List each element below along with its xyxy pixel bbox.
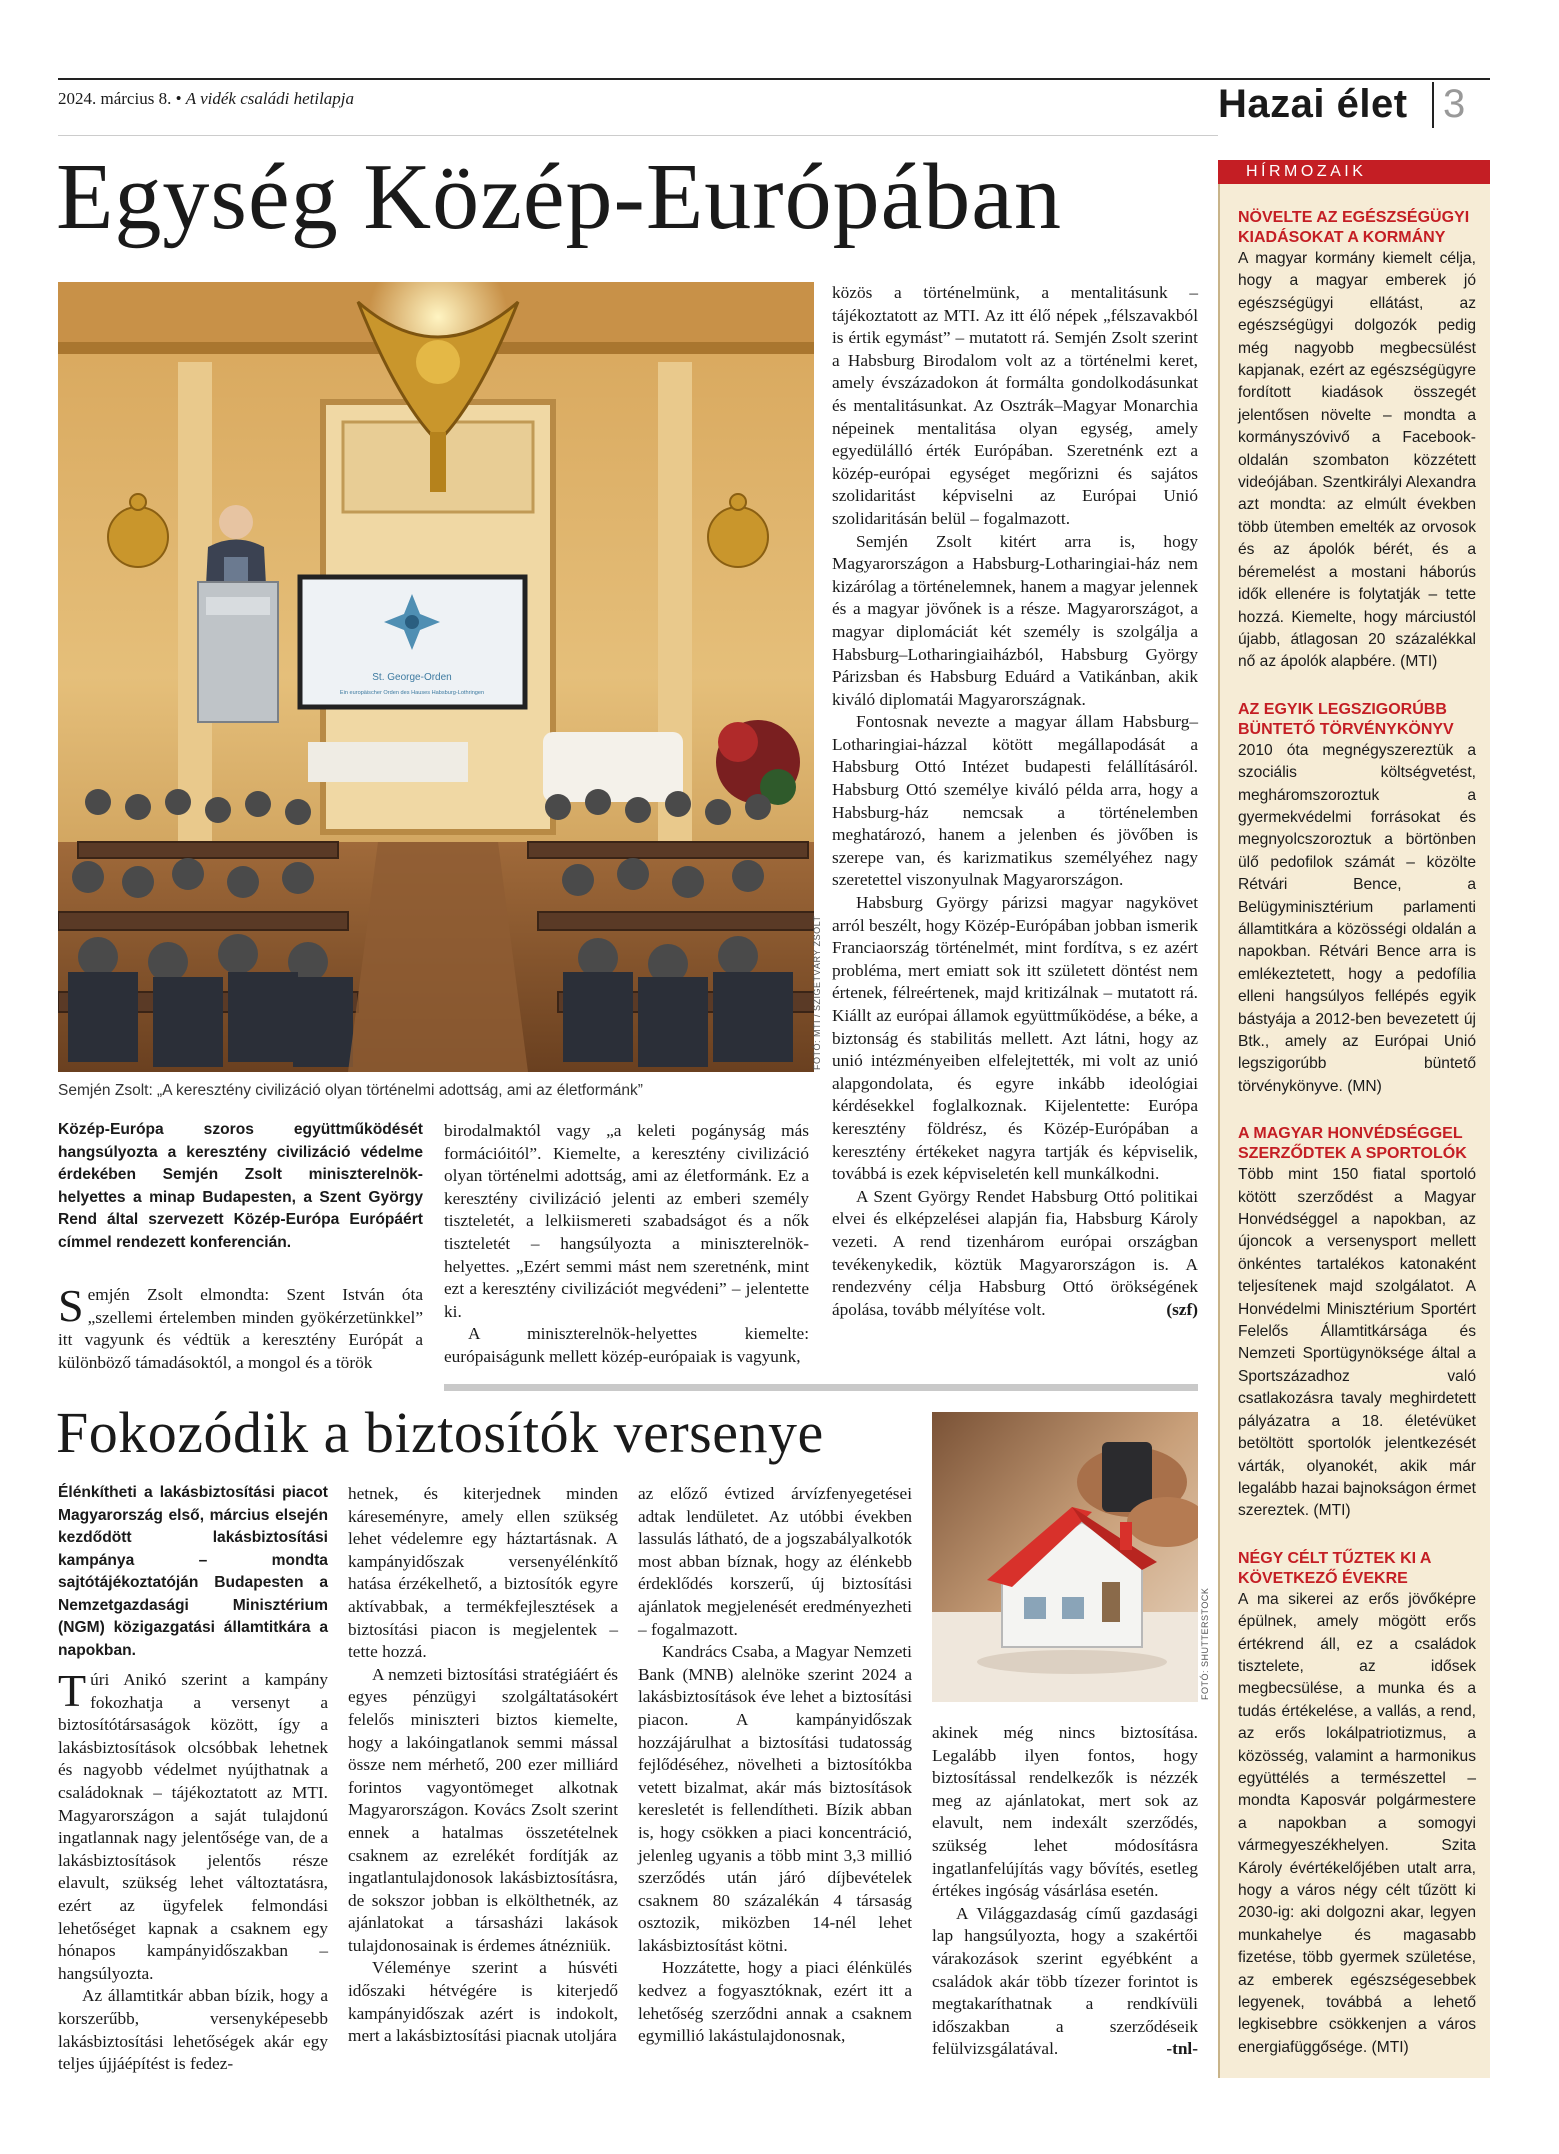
article2-col1-p1 xyxy=(58,1665,328,1985)
section-title: Hazai élet xyxy=(1218,82,1408,126)
sidebar-item xyxy=(1238,700,1476,1099)
article1-col2-p1: birodalmaktól vagy „a keleti pogányság más formációitól”. Kiemelte, a keresztény civilizáció olyan történelmi adottság, ami az életformánk. Ez a keresztény civilizáció jelenti az emberi személy tiszteletét, a lelkiismereti szabadságot és a nők tiszteletét – hangsúlyozta a miniszterelnök-helyettes. „Ezért semmi mást nem szeretnénk, mint ezt a keresztény civilizációt megvédeni” – jelentette ki. xyxy=(444,1121,809,1321)
article2-col1-p2: Az államtitkár abban bízik, hogy a korszerűbb, versenyképesebb lakásbiztosítási lehetőségek akár egy teljes újjáépítést is fedez- xyxy=(58,1986,328,2074)
article2-lead: Élénkítheti a lakásbiztosítási piacot Magyarország első, március elsején kezdődött lakásbiztosítási kampánya – mondta sajtótájékoztatóján Budapesten a Nemzetgazdasági Minisztérium (NGM) közigazgatási államtitkára a napokban. xyxy=(58,1484,328,1659)
article2-col2-p1: hetnek, és kiterjednek minden káreseményre, amely ellen szükség lehet védelemre egy háztartásnak. A kampányidőszak versenyélénkítő hatása érzékelhető, a biztosítók egyre aktívabbak, a termékfejlesztések a biztosítási piacon is megjelentek – tette hozzá. xyxy=(348,1484,618,1662)
sidebar-item-text: A magyar kormány kiemelt célja, hogy a magyar emberek jó egészségügyi ellátást, az egészségügyi dolgozók pedig még nagyobb megbecsülést kapjanak, ezért az egészségügyre fordított kiadások összegét jelentősen növelte – mondta a kormányszóvivő a Facebook-oldalán szombaton közzétett videójában. Szentkirályi Alexandra azt mondta: az elmúlt években több ütemben emelték az orvosok és az ápolók bérét, és a béremelést a mostani háborús idők ellenére is folytatják – tette hozzá. Kiemelte, hogy márciustól újabb, átlagosan 20 százalékkal nő az ápolók alapbére. (MTI) xyxy=(1238,250,1476,671)
article-divider xyxy=(444,1384,1198,1391)
article1-col3-p2: Semjén Zsolt kitért arra is, hogy Magyarországon a Habsburg-Lotharingiai-ház nem kizárólag a történelemnek, hanem a magyar jelennek és a magyar jövőnek is a része. Magyarországot, a magyar diplomáciát két személy is szolgálja a Habsburg–Lotharingiaiházból, Habsburg György Párizsban és Habsburg Eduárd a Vatikánban, akik kiváló diplomatái Magyarországnak. xyxy=(832,531,1198,709)
sidebar-item-text: A ma sikerei az erős jövőképre épülnek, amely mögött erős értékrend áll, ez a családok tisztelete, az idősek megbecsülése, a munka és a tudás értékelése, a vallás, a rend, az erős lokálpatriotizmus, a közösség, valamint a harmonikus együttélés a természettel – mondta Kaposvár polgármestere a napokban a somogyi vármegyeszékhelyen. Szita Károly évértékelőjében utalt arra, hogy a város négy célt tűzött ki 2030-ig: aki dolgozni akar, legyen munkahelye és magasabb fizetése, több gyermek születése, az emberek egészségesebbek legyenek, továbbá a lehető legkisebbre csökkenjen a város energiafüggősége. (MTI) xyxy=(1238,1590,1476,2056)
article2-col4-p2 xyxy=(932,1903,1198,2061)
article1-col2-p2: A miniszterelnök-helyettes kiemelte: európaiságunk mellett közép-európaiak is vagyunk, xyxy=(444,1324,809,1366)
header-dateline xyxy=(58,88,354,110)
dropcap-s: S xyxy=(58,1280,84,1331)
photo-caption: Semjén Zsolt: „A keresztény civilizáció olyan történelmi adottság, ami az életformánk” xyxy=(58,1082,643,1099)
section-divider xyxy=(1432,82,1434,128)
house-photo-svg xyxy=(932,1412,1198,1702)
issue-date: 2024. március 8. xyxy=(58,89,172,108)
sidebar-label-bar xyxy=(1218,160,1490,184)
sidebar-panel xyxy=(1218,160,1490,2078)
article2-col2-p3: Véleménye szerint a húsvéti időszaki hétvégére is kiterjedő kampányidőszak azért is indokolt, mert a lakásbiztosítási piacnak utoljára xyxy=(348,1958,618,2046)
conference-photo xyxy=(58,282,814,1072)
screen-subtitle: Ein europäischer Orden des Hauses Habsburg-Lothringen xyxy=(339,690,485,696)
article2-column2 xyxy=(348,1483,618,2048)
article2-col1-text: úri Anikó szerint a kampány fokozhatja a versenyt a biztosítótársaságok között, így a lakásbiztosítások olcsóbbak lehetnek és nagyobb védelmet nyújthatnak a családoknak – tájékoztatott az MTI. Magyarországon a saját tulajdonú ingatlannak nagy jelentősége van, de a lakásbiztosítások jelentős része elavult, szükség lehet változtatásra, ezért az ügyfelek felmondási lehetőséget kapnak a csaknem egy hónapos kampányidőszakban – hangsúlyozta. xyxy=(58,1670,328,1983)
article2-column1 xyxy=(58,1665,328,2076)
article1-col3-p5-text: A Szent György Rendet Habsburg Ottó politikai elvei és elképzelései alapján fia, Habsburg Károly vezeti. A rend tizenhárom európai országban tevékenykedik, köztük Magyarországon is. A rendezvény célja Habsburg Ottó örökségének ápolása, tovább mélyítése volt. xyxy=(832,1186,1198,1319)
house-photo xyxy=(932,1412,1198,1702)
article2-col4-p1: akinek még nincs biztosítása. Legalább ilyen fontos, hogy biztosítással rendelkezők is nézzék meg az ajánlatokat, mert sok az elavult, nem indexált szerződés, szükség lehet módosításra ingatlanfelújítás vagy bővítés, esetleg értékes ingóság vásárlása esetén. xyxy=(932,1723,1198,1901)
article1-col1-text: emjén Zsolt elmondta: Szent István óta „szellemi értelemben minden gyökérzetünkkel” itt vagyunk és védtük a keresztény Európát a különböző támadásoktól, a mongol és a török xyxy=(58,1285,423,1372)
sidebar-content xyxy=(1220,184,1490,2059)
paper-tagline: A vidék családi hetilapja xyxy=(185,89,355,108)
sidebar-item-text: 2010 óta megnégyszereztük a szociális költségvetést, megháromszoroztuk a gyermekvédelmi forrásokat és megnyolcszoroztuk a börtönben ülő pedofilok számát – közölte Rétvári Bence, a Belügyminisztérium parlamenti államtitkára a közösségi oldalán a napokban. Rétvári Bence arra is emlékeztetett, hogy a pedofília elleni hangsúlyos fellépés egyik bástyája a 2012-ben bevezetett új Btk., amely az Európai Unió legszigorúbb büntető törvénykönyve. (MN) xyxy=(1238,741,1476,1095)
sidebar-label: HÍRMOZAIK xyxy=(1246,163,1367,180)
photo-credit-1: FOTÓ: MTI / SZIGETVÁRY ZSOLT xyxy=(812,915,822,1070)
bullet: • xyxy=(175,89,182,108)
article1-signature: (szf) xyxy=(1166,1299,1198,1319)
article2-col2-p2: A nemzeti biztosítási stratégiáért és egyes pénzügyi szolgáltatásokért felelős miniszteri biztos kiemelte, hogy a lakóingatlanok semmi mással össze nem mérhető, 200 ezer milliárd forintos vagyontömeget alkotnak Magyarországon. Kovács Zsolt szerint ennek a hatalmas összetételnek csaknem az ezrelékét fordítják az ingatlantulajdonosok lakásbiztosításra, de sokszor jobban is elkölthetnék, az ajánlatokat a társasházi lakások tulajdonosainak is érdemes átnézniük. xyxy=(348,1664,618,1955)
sidebar-item-text: Több mint 150 fiatal sportoló kötött szerződést a Magyar Honvédséggel a napokban, az újoncok a versenysport mellett önkéntes tartalékos katonaként teljesítenek majd szolgálatot. A Honvédelmi Minisztérium Sportért Felelős Államtitkársága és Nemzeti Sportügynöksége által a Sportszázadhoz való csatlakozásra tavaly meghirdetett pályázatra a 18. életévüket betöltött sportolók jelentkezését várták, olyanokét, akik már legalább hazai bajnokságon érmet szereztek. (MTI) xyxy=(1238,1166,1476,1520)
article1-col3-p4: Habsburg György párizsi magyar nagykövet arról beszélt, hogy Közép-Európában jobban ismerik Franciaország történelmét, mint fordítva, s ez azért probléma, mert emiatt sok itt született döntést nem értenek, félreértenek, majd kritizálnak – mutatott rá. Kiállt az európai államok együttműködése, a béke, a biztonság és stabilitás mellett. Azt látni, hogy az unió intézményeiben elfelejtették, mi volt az unió alapgondolata, és egyre inkább ideológiai kérdésekkel foglalkoznak. Kijelentette: Európa keresztény földrész, és Közép-Európában a keresztény értékeket nagyra tartják és képviselik, továbbá is ezek képviseletén kell munkálkodni. xyxy=(832,893,1198,1184)
sidebar-item xyxy=(1238,1549,1476,2060)
article1-column2 xyxy=(444,1120,809,1369)
sidebar-item xyxy=(1238,208,1476,674)
article2-col3-p2: Kandrács Csaba, a Magyar Nemzeti Bank (MNB) alelnöke szerint 2024 a lakásbiztosítások éve lehet a biztosítási piacon. A kampányidőszak hozzájárulhat a biztosítási tudatosság fejlődéséhez, növelheti a biztosítókba vetett bizalmat, akár más biztosítások keresletét is fellendítheti. Bízik abban is, hogy csökken a piaci koncentráció, jelenleg ugyanis a több mint 3,3 millió szerződés után járó díjbevételek csaknem 80 százalékán 4 társaság osztozik, miközben 14-nél lehet lakásbiztosítást kötni. xyxy=(638,1642,912,1955)
sidebar-item-title: AZ EGYIK LEGSZIGORÚBB BÜNTETŐ TÖRVÉNYKÖNYV xyxy=(1238,700,1454,738)
sidebar-item-title: NÖVELTE AZ EGÉSZSÉGÜGYI KIADÁSOKAT A KORMÁNY xyxy=(1238,209,1470,246)
dropcap-t: T xyxy=(58,1665,87,1716)
article1-title: Egység Közép-Európában xyxy=(56,145,1063,249)
article1-column1 xyxy=(58,1280,423,1374)
article1-col1-paragraph xyxy=(58,1280,423,1374)
article2-col3-p3: Hozzátette, hogy a piaci élénkülés kedvez a fogyasztóknak, ezért itt a lehetőség szerződni annak a csaknem egymillió lakástulajdonosnak, xyxy=(638,1958,912,2046)
article2-col3-p1: az előző évtized árvízfenyegetései adtak lendületet. Az utóbbi években lassulás látható, de a jogszabályalkotók most abban bíznak, hogy az élénkebb érdeklődés korszerű, új biztosítási ajánlatok megjelenését eredményezheti – fogalmazott. xyxy=(638,1484,912,1639)
sidebar-item-title: NÉGY CÉLT TŰZTEK KI A KÖVETKEZŐ ÉVEKRE xyxy=(1238,1549,1431,1587)
article2-column3 xyxy=(638,1483,912,2048)
article2-column4 xyxy=(932,1722,1198,2061)
screen-title: St. George-Orden xyxy=(372,672,452,683)
photo-credit-2: FOTÓ: SHUTTERSTOCK xyxy=(1200,1587,1210,1700)
article1-col3-p5 xyxy=(832,1186,1198,1322)
article2-signature: -tnl- xyxy=(1166,2039,1198,2059)
sidebar-item-title: A MAGYAR HONVÉDSÉGGEL SZERZŐDTEK A SPORTOLÓK xyxy=(1238,1125,1467,1163)
sidebar-item xyxy=(1238,1124,1476,1523)
header-bottom-rule xyxy=(58,135,1218,136)
conference-photo-svg xyxy=(58,282,814,1072)
article2-col4-p2-text: A Világgazdaság című gazdasági lap hangsúlyozta, hogy a szakértői várakozások szerint egyébként a családok akár több tízezer forintot is megtakaríthatnak a rendkívüli időszakban a szerződéseik felülvizsgálatával. xyxy=(932,1903,1198,2059)
article1-col3-p1: közös a történelmünk, a mentalitásunk – tájékoztatott az MTI. Az itt élő népek „félszavakból is értik egymást” – mutatott rá. Semjén Zsolt szerint a Habsburg Birodalom volt az a történelmi keret, amely évszázadokon át formálta gondolkodásunkat és mentalitásunkat. Az Osztrák–Magyar Monarchia népeinek mentalitása olyan egység, amely egyedülálló érték Európában. Szeretnénk ezt a közép-európai egységet megőrizni és sajátos szolidaritást képviselni az Európai Unió szolidaritásán belül – fogalmazott. xyxy=(832,283,1198,528)
article2-title: Fokozódik a biztosítók versenye xyxy=(56,1400,824,1465)
article1-col3-p3: Fontosnak nevezte a magyar állam Habsburg–Lotharingiai-házzal kötött megállapodását a Habsburg Ottó Intézet budapesti felállításáról. Habsburg Ottó személye kiváló példa arra, hogy a Habsburg-ház nemcsak a történelemben meghatározó, hanem a jelenben és jövőben is szerepe van, és karizmatikus személyéhez nagy szeretettel viszonyulnak Magyarországon. xyxy=(832,712,1198,890)
page-number: 3 xyxy=(1443,82,1466,126)
article1-lead: Közép-Európa szoros együttműködését hangsúlyozta a keresztény civilizáció védelme érdekében Semjén Zsolt miniszterelnök-helyettes a minap Budapesten, a Szent György Rend által szervezett Közép-Európa Európáért címmel rendezett konferencián. xyxy=(58,1121,423,1251)
article1-column3 xyxy=(832,282,1198,1321)
